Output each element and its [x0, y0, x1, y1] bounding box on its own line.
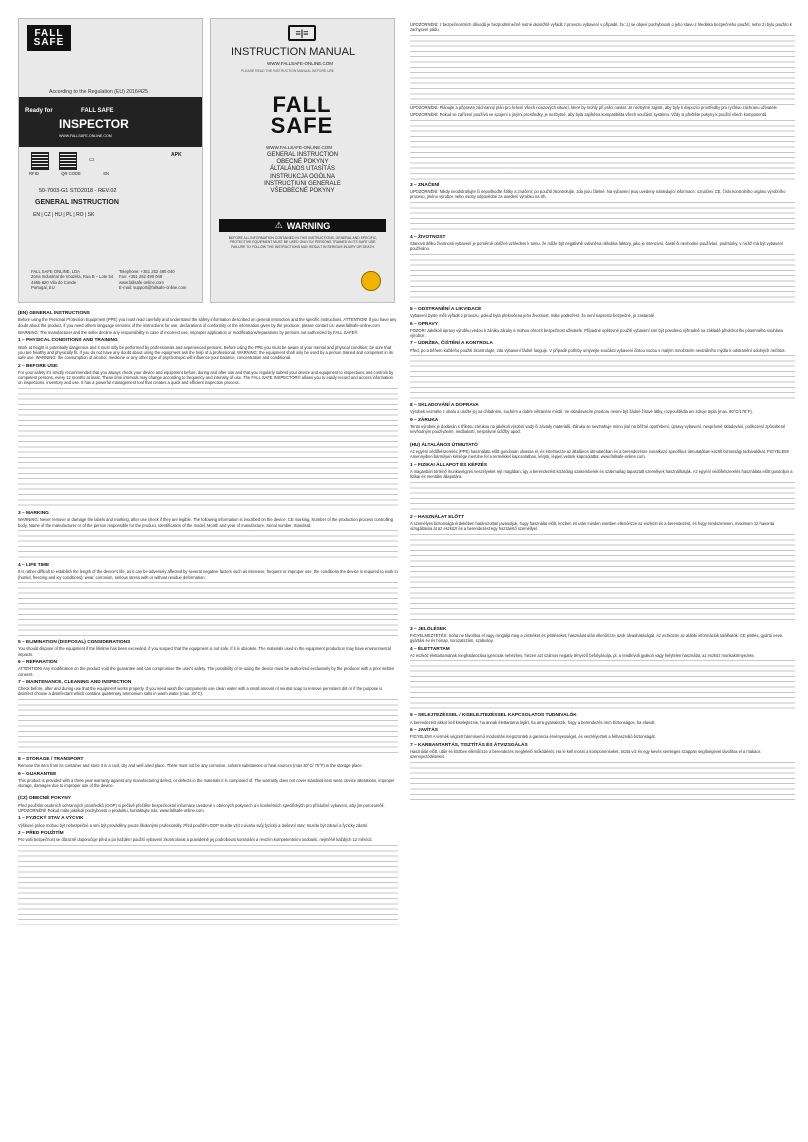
manual-tagline: PLEASE READ THE INSTRUCTION MANUAL BEFORE USE: [241, 69, 335, 73]
dense-text-block: [410, 254, 795, 304]
dense-text-block: [18, 699, 398, 754]
section-text: It is rather difficult to establish the length of the device's life, as it can be adversely affected by several negative factors such as intensive, frequent or improper use, the conditions the device is required to work in (humid, freezing and icy conditions), wear, corrosion, serious stress with or without residue deformation.: [18, 569, 398, 580]
section-text: Výrobek vezměte z obalu a uložte jej na chladném, suchém a dobře větraném místě. Ve skladovacím prostoru nesmí být žádné žíravé látky, rozpouštědla ani zdroje tepla (max. 80°C/176°F).: [410, 409, 753, 415]
section-text: Výškové práce mohou být nebezpečné a smí být prováděny pouze školenými profesionály. Před použitím OOP musíte vzít v úvahu svůj fyzický a duševní stav; musíte být zdraví a fyzicky zdatní.: [18, 822, 369, 828]
manual-book-icon: ≡|≡: [288, 25, 316, 41]
dense-text-block: [410, 534, 795, 624]
brand-website: WWW.FALLSAFE-ONLINE.COM: [266, 145, 333, 150]
section-title: 5 – SELEJTEZÉSSEL / KISELEJTEZÉSSEL KAPCSOLATOS TUDNIVALÓK: [410, 713, 577, 719]
inspector-banner: [19, 97, 202, 147]
inspector-brand: FALL SAFE: [81, 108, 114, 114]
section-text: Pro vaši bezpečnost se důrazně doporučuje před a po každém použití vybavení zkontrolovat a pravidelně jej podrobovat kontrolám a revizím kompetentními osobami, nejméně každých 12 měsíců.: [18, 837, 373, 843]
section-text: ATTENTION! Any modification on the product void the guarantee and can compromise the user's safety. The possibility of re-using the device must be authorized exclusively by the producer with a prior written consent.: [18, 666, 395, 677]
dense-text-block: [410, 762, 795, 802]
section-heading-cz: (CZ) OBECNÉ POKYNY: [18, 796, 72, 802]
section-title: 9 – GUARANTEE: [18, 771, 57, 777]
language-list: EN | CZ | HU | PL | RO | SK: [33, 212, 95, 218]
sn-label-icon: ▭: [89, 157, 95, 163]
dense-text-block: [410, 202, 795, 232]
section-text: Work at height is potentially dangerous and it must only be performed by professionals and experienced persons. Before using the PPE you must be aware of your mental and physical condition; be sure that you are healthy and physically fit. If you do not have any doubt about using the equipment ask the help of a professional. WARNING: the equipment shall only be used by a person trained and competent in its safe use. WARNING: the consumption of alcohol, medicine or any other type of psychotropic will influence your balance, concentration and conditional.: [18, 344, 393, 361]
code-qr: QR CODE: [61, 171, 81, 176]
section-text: UPOZORNĚNÍ: Nikdy neodstraňujte či nepoškoďte štítky a značení; po použití zkontrolujte, zda jsou čitelné. Na vybavení jsou uvedeny následující informace: označení CE, číslo kontrolního orgánu výrobního procesu, jméno výrobce nebo osoby odpovědné za uvedení výrobku na trh.: [410, 189, 786, 200]
section-text: Vybavení byste měli vyřadit z provozu, pokud byla překročena jeho životnost; máte podezření, že není naprosto bezpečné, je zastaralé.: [410, 313, 656, 319]
section-title: 8 – STORAGE / TRANSPORT: [18, 756, 84, 762]
inspector-title: INSPECTOR: [59, 117, 129, 131]
section-text: FIGYELEM! A termék végzett bárminemű módosítás megszünteti a garancia érvényességét, és veszélyezteti a felhasználó biztonságát.: [410, 734, 656, 740]
manual-title: INSTRUCTION MANUAL: [231, 46, 356, 58]
section-text: Check before, after and during use that the equipment works properly. If you need wash the components use clean water with a small amount of neutral soap to remove persistent dirt or if the purpose is disinfect choose a disinfectant which contains quaternary ammonium salts in warm water (max. 20°C).: [18, 686, 383, 697]
read-manual-icon: [361, 271, 381, 291]
apk-label: APK: [171, 152, 182, 158]
company-contacts: Telephone: +351 252 480 040 Fax: +351 252 480 049 www.fallsafe-online.com E-mail: support@fallsafe-online.com: [119, 269, 187, 291]
warning-triangle-icon: ⚠: [274, 220, 283, 230]
section-heading-en: (EN) GENERAL INSTRUCTIONS: [18, 311, 90, 316]
section-title: 4 – LIFE TIME: [18, 563, 50, 569]
dense-text-block: [410, 35, 795, 105]
section-heading-hu: (HU) ÁLTALÁNOS ÚTMUTATÓ: [410, 442, 478, 448]
section-text: Használat előtt, után és közben ellenőrizze a berendezés megfelelő működését. Ha le kell mosni a komponenseket, tiszta víz és egy kevés semleges szappan segítségével távolítsa el a makacs szennyeződéseket.: [410, 748, 761, 760]
section-text: This product is provided with a three year warranty against any manufacturing defect, or defects in the materials it is composed of. The warranty does not cover standard item wear, device alterations, improper storage, damages due to improper use of the device.: [18, 777, 395, 789]
section-title: 9 – ZÁRUKA: [410, 417, 439, 423]
section-text: FIGYELMEZTETÉS: Soha ne távolítsa el vagy rongálja meg a címkéket és jelöléseket; használat után ellenőrizze azok olvashatóságát. Az eszközön az alábbi információk találhatók: CE jelölés, gyártó neve, gyártási év és hónap, sorozatszám, szabvány.: [410, 633, 784, 644]
section-title: 1 – FIZIKAI ÁLLAPOT ÉS KÉPZÉS: [410, 462, 488, 468]
section-text: Před, po a během každého použití zkontrolujte, zda vybavení řádně funguje. V případě potřeby umývejte součásti vybavení čistou vodou s malým množstvím neutrálního mýdla k odstranění odolných nečistot.: [410, 347, 786, 353]
section-title: 6 – REPARATION: [18, 659, 58, 665]
paragraph: UPOZORNĚNÍ: Pokud se zařízení používá ve spojení s jinými prostředky, je nezbytné, aby byla zajištěna kompatibilita všech součástí systému. Vždy si přečtěte pokyny k použití všech komponentů.: [410, 112, 768, 118]
section-text: Stanovit délku životnosti vybavení je poměrně obtížné vzhledem k tomu, že může být negativně ovlivněna několika faktory, jako je intenzivní, časté či nevhodné používání, podmínky, v nichž má být vybavení používáno.: [410, 241, 784, 252]
dense-text-block: [18, 582, 398, 637]
general-instruction-title: GENERAL INSTRUCTION: [35, 199, 119, 206]
rfid-icon: [31, 152, 49, 170]
paragraph: UPOZORNĚNÍ: Plánujte a připravte záchranný plán pro řešení všech nouzových situací, které by mohly při práci nastat. Je nezbytné zajistit, aby byly k dispozici prostředky pro rychlou záchranu uživatele.: [410, 104, 778, 110]
cover-card-left: [18, 18, 203, 303]
section-text: Tento výrobek je dodáván s tříletou zárukou na jakékoli výrobní vady či závady materiálů. Záruka se nevztahuje mimo jiné na běžné opotřebení, úpravy vybavení, nesprávné skladování, poškození způsobené nevhodným používáním, nedbalostí, nesprávné údržby apod.: [410, 424, 786, 435]
section-text: A személyes biztonsága érdekében határozottan javasoljuk, hogy használat előtt, közben és után minden esetben ellenőrizze az eszközt és a berendezést, és hogy rendszeresen, maximum 12 havonta vizsgáltassa át az eszközt és a berendezést egy hozzáértő személlyel.: [410, 520, 775, 532]
section-title: 1 – FYZICKÝ STAV A VÝCVIK: [18, 816, 84, 822]
section-text: A berendezést akkor kell kiselejteznie, ha annak élettartama lejárt, ha arra gyanakszik, hogy a berendezés nem biztonságos, ha elavult.: [410, 719, 656, 725]
warning-paragraph: WARNING: The manufacturer and the seller decline any responsibility in case of incorrect use, improper application or modifications/reparations by persons not authorized by FALL SAFE®.: [18, 330, 359, 336]
section-title: 2 – BEFORE USE:: [18, 363, 59, 369]
dense-text-block: [410, 660, 795, 710]
section-text: Az eszköz élettartamának meghatározása igencsak nehézkes, hiszen azt számos negatív tényező befolyásolja, pl. a rendkívüli gyakori vagy helytelen használat, az eszköz munkakörnyezete.: [410, 652, 755, 658]
text-column-left: [18, 308, 398, 1123]
section-text: A magasban történő munkavégzés veszélyeket rejt magában; így a berendezést kizárólag szakemberek és szakmailag tapasztalt személyek használhatják. Az egyéni védőfelszerelés használata előtt gondoljon a fizikai és mentális állapotára.: [410, 468, 793, 480]
manual-website: WWW.FALLSAFE-ONLINE.COM: [267, 61, 334, 66]
section-title: 7 – ÚDRŽBA, ČIŠTĚNÍ A KONTROLA: [410, 341, 493, 347]
section-text: WARNING: Never remove or damage the labels and marking; after use check if they are legible. The following information is inscribed on the device: CE marking, Number of the production process controlling body, Name of the manufacturer or of the person responsible for the product, Identification of the model, Month and year of manufacture, Serial number, Standard.: [18, 517, 393, 528]
warning-text: BEFORE ALL INFORMATION CONTAINED IN THIS INSTRUCTIONS, GENERAL AND SPECIFIC, PROTECTIVE EQUIPMENT MUST BE USED ONLY BY PERSONS TRAINED IN ITS SAFE USE. FAILURE TO FOLLOW THE INSTRUCTIONS MAY RESULT IN SERIOUS INJURY OR DEATH.: [228, 236, 378, 249]
language-titles: GENERAL INSTRUCTION OBECNÉ POKYNY ÁLTALÁNOS UTASÍTÁS INSTRUKCJA OGÓLNA INSTRUCȚIUNI GENERALE VŠEOBECNÉ POKYNY: [264, 152, 341, 195]
section-title: 3 – ZNAČENÍ: [410, 182, 440, 188]
paragraph: UPOZORNĚNÍ: z bezpečnostních důvodů je bezpodmínečně nutné okamžitě vyřadit z provozu vybavení v případě, že: 1) se objeví pochybnosti o jeho stavu z hlediska bezpečného použití, nebo 2) bylo použito k zachycení pádu.: [410, 22, 792, 33]
ready-for-label: Ready for: [25, 108, 53, 114]
section-title: 6 – OPRAVY: [410, 321, 438, 327]
dense-text-block: [18, 530, 398, 560]
doc-code: 50-7003-G1 STD2018 - REV.02: [39, 188, 117, 194]
codes-row: [29, 171, 109, 176]
section-title: 6 – JAVÍTÁS: [410, 727, 438, 733]
code-sn: SN: [103, 171, 109, 176]
section-title: 2 – PŘED POUŽITÍM: [18, 830, 64, 836]
qr-code-icon: [59, 152, 77, 170]
company-address: FALL SAFE ONLINE, LDA Zona Industrial de Vouzela, Rua B – Lote 54 4465-620 Vila do Conde Portugal, EU: [31, 269, 114, 291]
text-column-right: [410, 22, 795, 1122]
section-title: 1 – PHYSICAL CONDITIONS AND TRAINING: [18, 338, 118, 344]
section-text: You should dispose of the equipment if the lifetime has been exceeded, if you suspect that the equipment is not safe, if it is obsolete. The materials used in the equipment production may have environmental impacts.: [18, 646, 391, 657]
fallsafe-logo-large: FALL SAFE: [270, 92, 334, 138]
section-title: 4 – ŽIVOTNOST: [410, 234, 446, 240]
intro-paragraph: Az egyéni védőfelszerelés (PPE) használata előtt gondosan olvassa el, és értelmezze az általános útmutatóban és a berendezésre vonatkozó specifikus útmutatóban közölt biztonsági tudnivalókat. FIGYELEM! Amennyiben bármilyen kétsége merülne fel a termékkel kapcsolatban, kérjük, lépjen velünk kapcsolatba: www.fallsafe-online.com.: [410, 448, 789, 460]
section-title: 2 – HASZNÁLAT ELŐTT: [410, 514, 465, 520]
cover-card-mid: [210, 18, 395, 303]
section-title: 7 – KARBANTARTÁS, TISZTÍTÁS ÉS ÁTVIZSGÁLÁS: [410, 742, 528, 748]
warning-label: WARNING: [286, 220, 331, 231]
regulation-text: According to the Regulation (EU) 2016/425: [49, 89, 148, 95]
warning-banner: [219, 219, 386, 232]
code-rfid: RFID: [29, 171, 39, 176]
section-title: 4 – ÉLETTARTAM: [410, 646, 450, 652]
section-title: 5 – ELIMINATION (DISPOSAL) CONSIDERATIONS: [18, 640, 131, 646]
dense-text-block: [410, 355, 795, 400]
section-text: Remove the item from its container and store it in a cool, dry and well aired place. There must not be any corrosive, solvent substances or heat sources (max 30°C/ 75°F) in the storage place.: [18, 763, 363, 769]
inspector-website: WWW.FALLSAFE-ONLINE.COM: [59, 134, 112, 138]
section-title: 8 – SKLADOVÁNÍ A DOPRAVA: [410, 403, 479, 409]
section-text: POZOR! Jakékoli úpravy výrobku vedou k zániku záruky a mohou ohrozit bezpečnost uživatele. Případné opětovné použití vybavení smí být povoleno výhradně na základě předchozího písemného souhlasu výrobce.: [410, 327, 784, 339]
fallsafe-logo: FALL SAFE: [27, 25, 71, 51]
section-text: For your safety it's strictly recommended that you always check your device and equipment before, during and after use and that you regularly submit your device and equipment to inspections and controls by competent persons, every 12 months at least. These time intervals may change according to frequency and intensity of use. The FALL SAFE INSPECTOR® allows you to easily record and access information on inspections, inventory and use. It has a powerful management tool that creates a quick and efficient inspection process.: [18, 369, 394, 386]
section-title: 3 – JELÖLÉSEK: [410, 626, 447, 632]
dense-text-block: [410, 120, 795, 180]
section-title: 5 – ODSTRANĚNÍ A LIKVIDACE: [410, 306, 482, 312]
dense-text-block: [410, 482, 795, 512]
intro-paragraph: Před použitím osobních ochranných prostředků (OOP) si pečlivě přečtěte bezpečnostní informace uvedené v obecných pokynech a v konkrétních specifických pro příslušné vybavení, aby jim porozuměli. UPOZORNĚNÍ! Pokud máte jakékoli pochybnosti o produktu, kontaktujte nás: www.fallsafe-online.com.: [18, 802, 385, 814]
dense-text-block: [18, 845, 398, 925]
intro-paragraph: Before using the Personal Protection Equipment (PPE) you must read carefully and understand the safety information described on general instruction and the specific instructions. ATTENTION! If you have any doubt about the product, if you need others language versions of the instructions for use, declarations of conformity or the information given by the producer, please contact us: www.fallsafe-online.com: [18, 317, 397, 328]
section-title: 7 – MAINTENANCE, CLEANING AND INSPECTION: [18, 679, 132, 685]
section-title: 3 – MARKING: [18, 510, 49, 516]
dense-text-block: [18, 388, 398, 508]
